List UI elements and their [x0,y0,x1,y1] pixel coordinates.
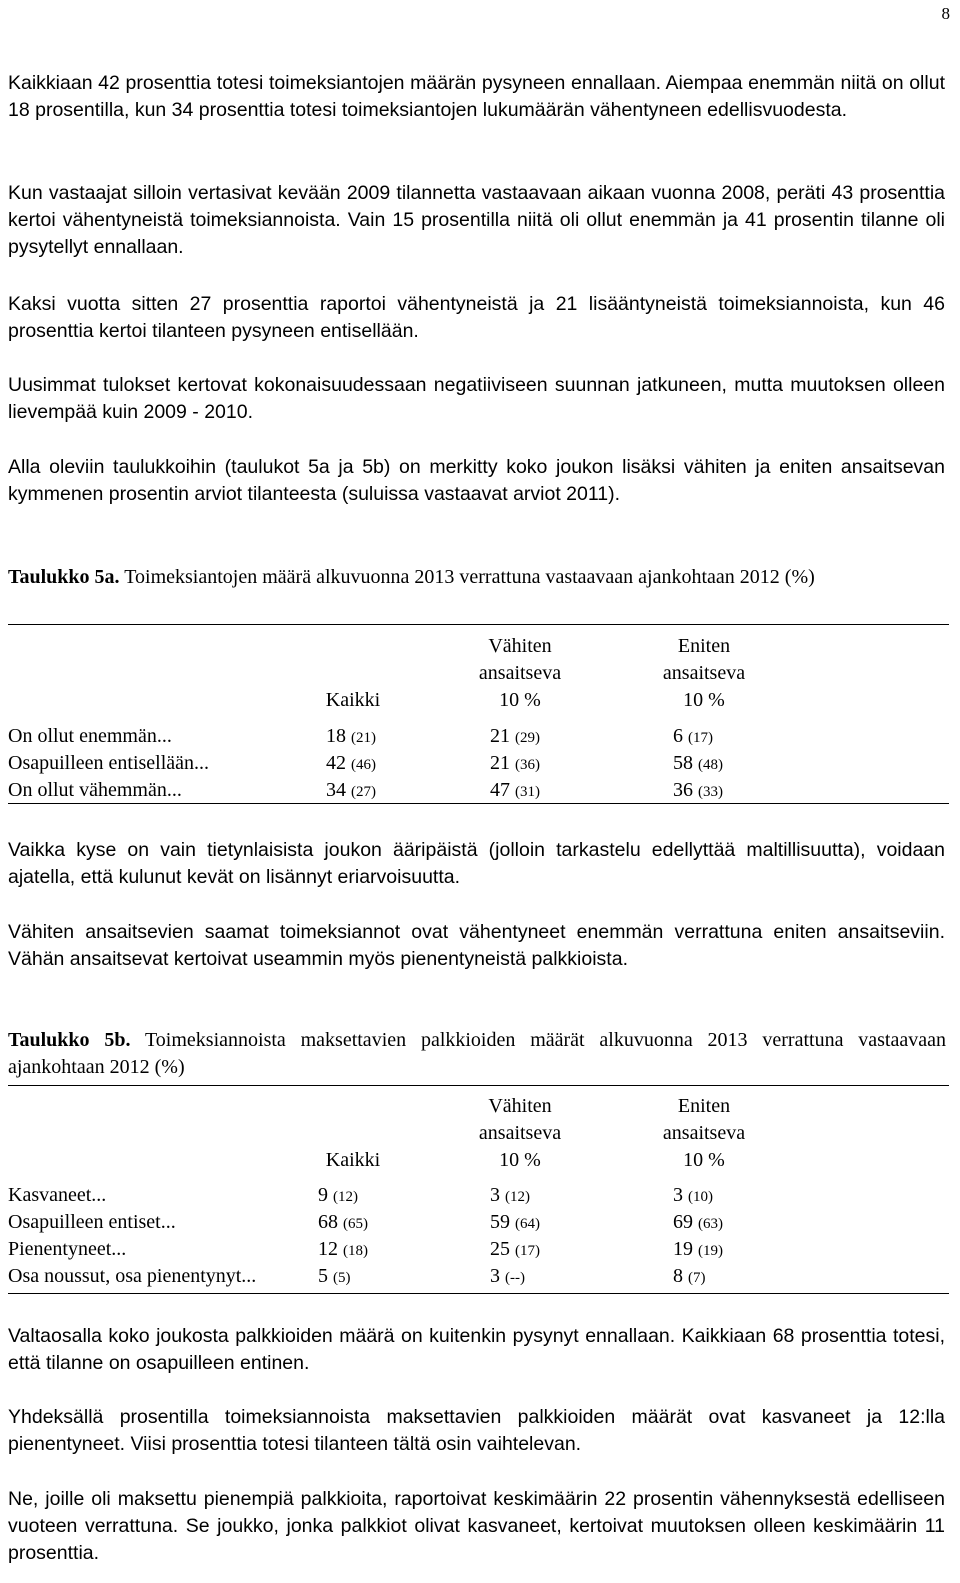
table-5b-header-low-3: 10 % [499,1149,541,1171]
value-low: 21 [490,725,510,747]
paragraph-6: Vaikka kyse on vain tietynlaisista joukon ääripäistä (jolloin tarkastelu edellyttää maltillisuutta), voidaan ajatella, että kulunut kevät on lisännyt eriarvoisuutta. [8,839,945,888]
paragraph-8: Valtaosalla koko joukosta palkkioiden määrä on kuitenkin pysynyt ennallaan. Kaikkiaan 68 prosenttia totesi, että tilanne on osapuilleen entinen. [8,1325,945,1374]
value-high: 3 [673,1184,683,1206]
value-low: 47 [490,779,510,801]
table-5a-header-low-1: Vähiten [488,635,552,657]
table-5b-header-low-1: Vähiten [488,1095,552,1117]
value-high: 69 [673,1211,693,1233]
value-high-prev: (17) [688,730,713,746]
table-5a-header-all: Kaikki [325,689,381,711]
value-high-prev: (19) [698,1243,723,1259]
value-low-prev: (12) [505,1189,530,1205]
table-5b-bottom-rule [8,1293,949,1294]
value-all: 34 [326,779,346,801]
page-number: 8 [941,4,950,23]
cell-high [673,1182,713,1211]
cell-low [490,723,540,752]
value-all-prev: (21) [351,730,376,746]
paragraph-1: Kaikkiaan 42 prosenttia totesi toimeksiantojen määrän pysyneen ennallaan. Aiempaa enemmän niitä on ollut 18 prosentilla, kun 34 prosenttia totesi toimeksiantojen lukumäärän vähentyneen edellisvuodesta. [8,72,945,121]
value-all: 68 [318,1211,338,1233]
cell-low [490,1182,530,1211]
table-5a-header-high [642,633,766,714]
value-high: 8 [673,1265,683,1287]
value-low-prev: (64) [515,1216,540,1232]
value-all: 18 [326,725,346,747]
table-5b-header-low-2: ansaitseva [478,1122,562,1144]
table-5a-caption-text: Toimeksiantojen määrä alkuvuonna 2013 verrattuna vastaavaan ajankohtaan 2012 (%) [119,566,815,588]
value-high: 58 [673,752,693,774]
cell-low [490,1236,540,1265]
table-5b-header-low [460,1093,580,1174]
cell-all [318,1236,368,1265]
value-high: 36 [673,779,693,801]
value-all-prev: (46) [351,757,376,773]
paragraph-7: Vähiten ansaitsevien saamat toimeksiannot ovat vähentyneet enemmän verrattuna eniten ansaitseviin. Vähän ansaitsevat kertoivat useammin myös pienentyneistä palkkioista. [8,921,945,970]
value-low: 21 [490,752,510,774]
value-low: 59 [490,1211,510,1233]
row-label: Osapuilleen entisellään... [8,752,210,774]
table-5b-header-high-2: ansaitseva [662,1122,746,1144]
value-all: 12 [318,1238,338,1260]
value-high: 19 [673,1238,693,1260]
row-label: Kasvaneet... [8,1184,107,1206]
cell-high [673,777,723,806]
value-low: 3 [490,1265,500,1287]
table-5a-top-rule [8,624,949,625]
table-5a-bottom-rule [8,803,949,804]
row-label: Osa noussut, osa pienentynyt... [8,1265,257,1287]
cell-all [318,1263,351,1292]
table-5b-top-rule [8,1085,949,1086]
table-5b-header-high [642,1093,766,1174]
cell-all [326,777,376,806]
value-low: 25 [490,1238,510,1260]
row-label: On ollut enemmän... [8,725,172,747]
table-5b-caption-text: Toimeksiannoista maksettavien palkkioiden määrät alkuvuonna 2013 verrattuna vastaavaan ajankohtaan 2012 (%) [8,1029,946,1078]
value-all-prev: (65) [343,1216,368,1232]
table-5b-caption [8,1027,946,1081]
cell-low [490,777,540,806]
value-low-prev: (36) [515,757,540,773]
cell-all [318,1209,368,1238]
cell-low [490,750,540,779]
cell-all [318,1182,358,1211]
table-5b-caption-label: Taulukko 5b. [8,1029,131,1051]
value-all: 9 [318,1184,328,1206]
cell-all [326,723,376,752]
value-all: 42 [326,752,346,774]
value-low: 3 [490,1184,500,1206]
table-5a-header-low-3: 10 % [499,689,541,711]
paragraph-5: Alla oleviin taulukkoihin (taulukot 5a ja 5b) on merkitty koko joukon lisäksi vähiten ja eniten ansaitsevan kymmenen prosentin arviot tilanteesta (suluissa vastaavat arviot 2011). [8,456,945,505]
table-5a-caption [8,564,946,591]
value-low-prev: (31) [515,784,540,800]
value-all-prev: (18) [343,1243,368,1259]
table-5b-header-high-3: 10 % [683,1149,725,1171]
value-high-prev: (63) [698,1216,723,1232]
value-high-prev: (33) [698,784,723,800]
paragraph-10: Ne, joille oli maksettu pienempiä palkkioita, raportoivat keskimäärin 22 prosentin vähennyksestä edelliseen vuoteen verrattuna. Se joukko, jonka palkkiot olivat kasvaneet, kertoivat muutoksen olleen keskimäärin 11 prosenttia. [8,1488,945,1564]
row-label: Pienentyneet... [8,1238,127,1260]
value-all-prev: (27) [351,784,376,800]
cell-high [673,1263,706,1292]
paragraph-2: Kun vastaajat silloin vertasivat kevään 2009 tilannetta vastaavaan aikaan vuonna 2008, peräti 43 prosenttia kertoi vähentyneistä toimeksiannoista. Vain 15 prosentilla niitä oli ollut enemmän ja 41 prosentin tilanne oli pysytellyt ennallaan. [8,182,945,258]
cell-high [673,1209,723,1238]
table-5a-header-high-1: Eniten [677,635,731,657]
value-low-prev: (17) [515,1243,540,1259]
value-high-prev: (48) [698,757,723,773]
paragraph-3: Kaksi vuotta sitten 27 prosenttia raportoi vähentyneistä ja 21 lisääntyneistä toimeksiannoista, kun 46 prosenttia kertoi tilanteen pysyneen entisellään. [8,293,945,342]
table-5a-caption-label: Taulukko 5a. [8,566,120,588]
table-5b-header-all: Kaikki [325,1149,381,1171]
row-label: Osapuilleen entiset... [8,1211,176,1233]
value-high-prev: (7) [688,1270,706,1286]
table-5b-header-high-1: Eniten [677,1095,731,1117]
cell-low [490,1209,540,1238]
cell-high [673,750,723,779]
value-all-prev: (12) [333,1189,358,1205]
paragraph-9: Yhdeksällä prosentilla toimeksiannoista maksettavien palkkioiden määrät ovat kasvaneet ja 12:lla pienentyneet. Viisi prosenttia totesi tilanteen tältä osin vaihtelevan. [8,1406,945,1455]
value-all: 5 [318,1265,328,1287]
table-5a-header-low-2: ansaitseva [478,662,562,684]
cell-high [673,723,713,752]
value-high-prev: (10) [688,1189,713,1205]
cell-low [490,1263,525,1292]
cell-high [673,1236,723,1265]
table-5a-header-high-3: 10 % [683,689,725,711]
value-all-prev: (5) [333,1270,351,1286]
table-5a-header-high-2: ansaitseva [662,662,746,684]
row-label: On ollut vähemmän... [8,779,182,801]
table-5a-header-low [460,633,580,714]
value-low-prev: (29) [515,730,540,746]
cell-all [326,750,376,779]
value-low-prev: (--) [505,1270,525,1286]
value-high: 6 [673,725,683,747]
paragraph-4: Uusimmat tulokset kertovat kokonaisuudessaan negatiiviseen suunnan jatkuneen, mutta muutoksen olleen lievempää kuin 2009 - 2010. [8,374,945,423]
